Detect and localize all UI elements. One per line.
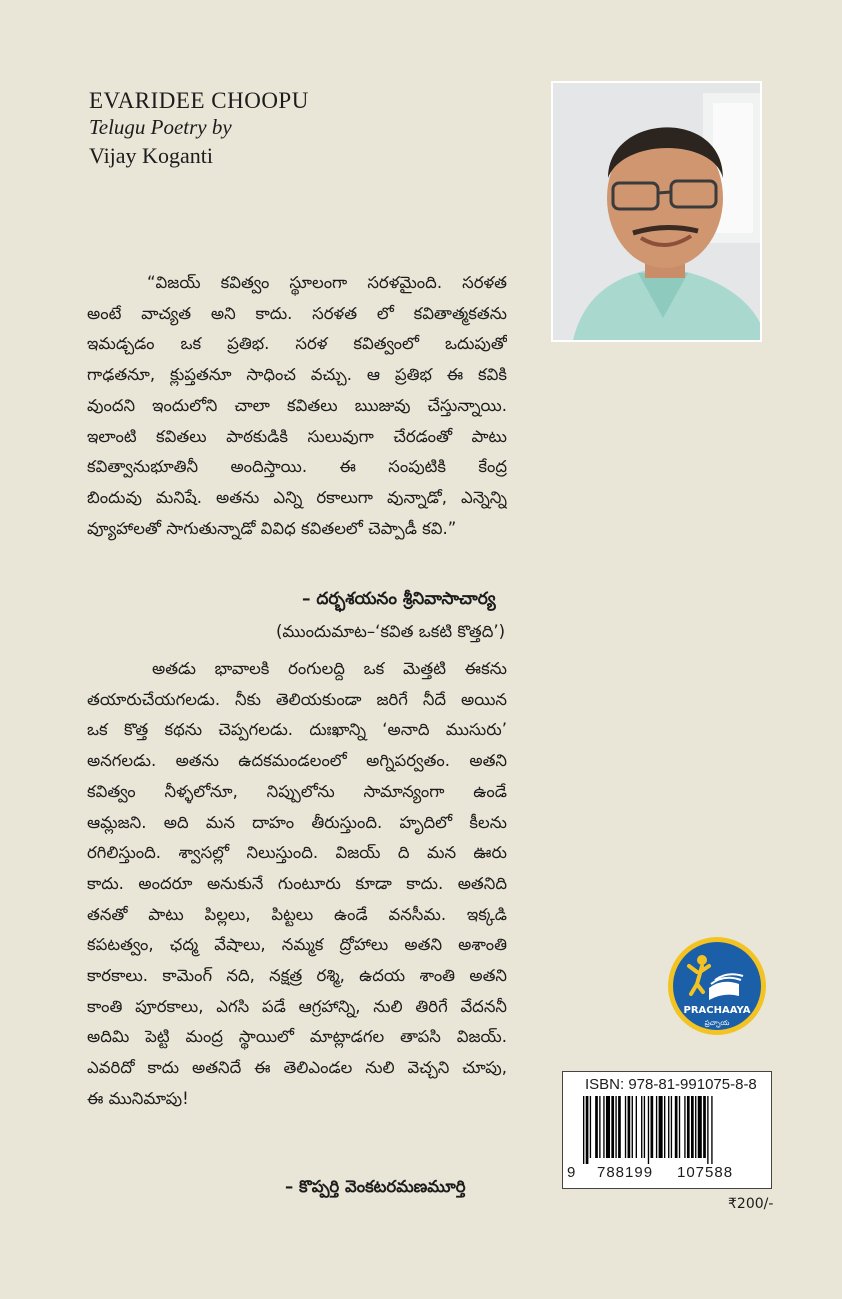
barcode-bar bbox=[684, 1096, 685, 1158]
barcode-bar bbox=[628, 1096, 631, 1158]
barcode-bar bbox=[636, 1096, 637, 1158]
price: ₹200/- bbox=[728, 1196, 774, 1212]
review-attribution-1: – దర్భశయనం శ్రీనివాసాచార్య bbox=[302, 589, 496, 609]
barcode-bar bbox=[691, 1096, 694, 1158]
barcode-bar bbox=[671, 1096, 672, 1158]
book-author: Vijay Koganti bbox=[89, 143, 213, 168]
text-line: “విజయ్ కవిత్వం స్థూలంగా సరళమైంది. సరళత bbox=[147, 273, 507, 292]
text-line: రగిలిస్తుంది. శ్వాసల్లో నిలుస్తుంది. విజయ్ ది మన ఊరు bbox=[87, 843, 507, 863]
publisher-name-telugu: ప్రచ్ఛాయ bbox=[704, 1019, 730, 1027]
barcode-bar bbox=[648, 1096, 649, 1164]
text-line: అంటే వాచ్యత అని కాదు. సరళత లో కవితాత్మకతను bbox=[87, 303, 507, 323]
barcode-bar bbox=[583, 1096, 584, 1164]
barcode-bar bbox=[625, 1096, 626, 1158]
barcode-bar bbox=[599, 1096, 600, 1158]
text-line: కాదు. అందరూ అనుకునే గుంటూరు కూడా కాదు. అతనిది bbox=[87, 873, 507, 893]
text-line: ఆమ్లజని. అది మన దాహం తీరుస్తుంది. హృదిలో కీలను bbox=[87, 812, 507, 832]
barcode-bar bbox=[703, 1096, 706, 1158]
text-line: అదిమి పెట్టి మంద్ర స్థాయిలో మాట్లాడగల తాపసి విజయ్. bbox=[87, 1027, 507, 1047]
barcode-bar bbox=[711, 1096, 712, 1164]
text-line: కవిత్వం నీళ్ళలోనూ, నిప్పులోను సామాన్యంగా ఉండే bbox=[87, 781, 507, 801]
text-line: ఎవరిదో కాదు అతనిదే ఈ తెలిఎండల నులి వెచ్చని చూపు, bbox=[87, 1058, 507, 1078]
barcode-bar bbox=[611, 1096, 614, 1158]
book-title: EVARIDEE CHOOPU bbox=[89, 88, 309, 113]
barcode-bar bbox=[644, 1096, 645, 1158]
barcode-bar bbox=[687, 1096, 690, 1158]
barcode-bar bbox=[603, 1096, 604, 1158]
barcode-bar bbox=[618, 1096, 621, 1158]
text-line: బిందువు మనిషే. అతను ఎన్ని రకాలుగా వున్నాడో, ఎన్నెన్ని bbox=[87, 487, 507, 507]
text-line: వ్యూహాలతో సాగుతున్నాడో వివిధ కవితలలో చెప్పాడీ కవి.” bbox=[87, 518, 457, 538]
barcode-bar bbox=[595, 1096, 598, 1158]
text-line: అనగలడు. అతను ఉదకమండలంలో అగ్నిపర్వతం. అతని bbox=[87, 751, 507, 771]
barcode-bar bbox=[659, 1096, 663, 1158]
author-photo bbox=[551, 81, 762, 342]
barcode-bar bbox=[586, 1096, 589, 1164]
text-line: వుందని ఇందులోని చాలా కవితలు ఋజువు చేస్తున్నాయి. bbox=[87, 395, 507, 415]
text-line: కపటత్వం, ఛద్మ వేషాలు, నమ్మక ద్రోహాలు అతని అశాంతి bbox=[87, 935, 507, 955]
book-header bbox=[89, 88, 309, 171]
review-paragraph bbox=[87, 268, 507, 544]
barcode-bar bbox=[656, 1096, 657, 1158]
text-line: తయారుచేయగలడు. నీకు తెలియకుండా జరిగే నీదే అయిన bbox=[87, 689, 507, 709]
review-paragraph bbox=[87, 654, 507, 1115]
barcode-bar bbox=[668, 1096, 669, 1158]
text-line: గాఢతనూ, క్లుప్తతనూ సాధించ వచ్చు. ఆ ప్రతిభ ఈ కవికి bbox=[87, 365, 507, 385]
isbn-label: ISBN: 978-81-991075-8-8 bbox=[585, 1076, 757, 1093]
text-line: కారకాలు. కామెంగ్ నది, నక్షత్ర రశ్మి, ఉదయ శాంతి అతని bbox=[87, 966, 507, 986]
barcode bbox=[583, 1096, 755, 1164]
barcode-digit-lead: 9 bbox=[567, 1164, 577, 1181]
barcode-digits-right: 107588 bbox=[677, 1164, 734, 1181]
book-subtitle: Telugu Poetry by bbox=[89, 115, 232, 139]
text-line: ఇమడ్చడం ఒక ప్రతిభ. సరళ కవిత్వంలో ఒదుపుతో bbox=[87, 334, 507, 354]
text-line: ఈ మునిమాపు! bbox=[87, 1088, 189, 1108]
barcode-bar bbox=[632, 1096, 633, 1158]
review-source-1: (ముందుమాట–‘కవిత ఒకటి కొత్తది’) bbox=[276, 622, 506, 641]
barcode-bar bbox=[641, 1096, 642, 1158]
barcode-bar bbox=[679, 1096, 680, 1158]
barcode-digits-left: 788199 bbox=[597, 1164, 654, 1181]
review-attribution-2: – కొప్పర్తి వెంకటరమణమూర్తి bbox=[285, 1177, 466, 1196]
barcode-bar bbox=[606, 1096, 610, 1158]
barcode-bar bbox=[707, 1096, 708, 1164]
text-line: అతడు భావాలకి రంగులద్ది ఒక మెత్తటి ఈకను bbox=[152, 659, 507, 678]
review-excerpt-1 bbox=[87, 268, 507, 544]
publisher-logo bbox=[667, 936, 767, 1036]
barcode-bar bbox=[651, 1096, 654, 1158]
barcode-bar bbox=[695, 1096, 696, 1158]
text-line: ఇలాంటి కవితలు పాఠకుడికి సులువుగా చేరడంతో పాటు bbox=[87, 426, 507, 446]
barcode-bar bbox=[590, 1096, 591, 1158]
barcode-bar bbox=[698, 1096, 702, 1158]
text-line: ఒక కొత్త కథను చెప్పగలడు. దుఃఖాన్ని ‘అనాది ముసురు’ bbox=[87, 720, 507, 740]
text-line: కవిత్వానుభూతినీ అందిస్తాయి. ఈ సంపుటికి కేంద్ర bbox=[87, 457, 507, 477]
barcode-bar bbox=[615, 1096, 616, 1158]
isbn-barcode-box bbox=[562, 1071, 772, 1189]
text-line: కాంతి పూరకాలు, ఎగసి పడే ఆగ్రహాన్ని, నులి తిరిగే వేదననీ bbox=[87, 996, 507, 1016]
review-excerpt-2 bbox=[87, 654, 507, 1115]
text-line: తనతో పాటు పిల్లలు, పిట్టలు ఉండే వనసీమ. ఇక్కడి bbox=[87, 904, 507, 924]
barcode-bar bbox=[664, 1096, 665, 1158]
publisher-name: PRACHAAYA bbox=[683, 1005, 751, 1016]
barcode-bar bbox=[675, 1096, 678, 1158]
